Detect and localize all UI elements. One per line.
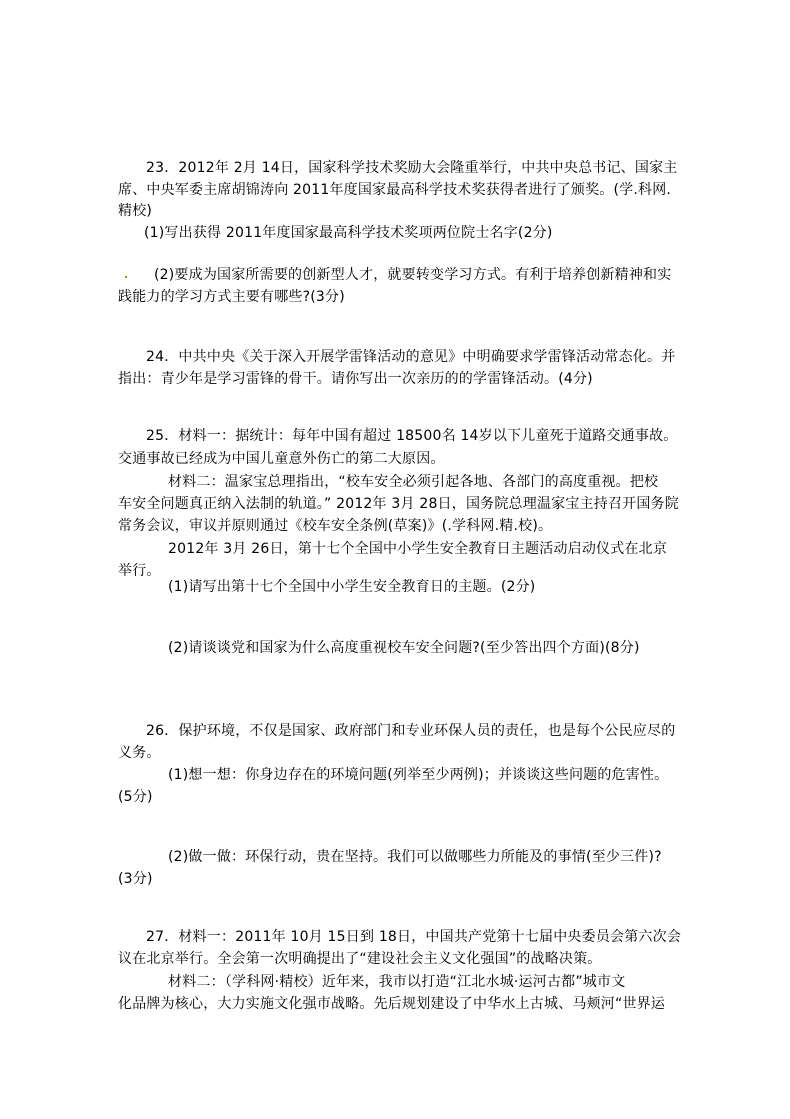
q27-material-1: 27．材料一：2011年 10月 15日到 18日，中国共产党第十七届中央委员会第六次会: [146, 929, 682, 945]
q25-material-3: 2012年 3月 26日，第十七个全国中小学生安全教育日主题活动启动仪式在北京: [168, 541, 668, 557]
q25-material-1: 25．材料一：据统计：每年中国有超过 18500名 14岁以下儿童死于道路交通事故。: [146, 428, 678, 444]
q23-sub2: (2)要成为国家所需要的创新型人才，就要转变学习方式。有利于培养创新精神和实: [154, 267, 672, 283]
q26-line: 26．保护环境，不仅是国家、政府部门和专业环保人员的责任，也是每个公民应尽的: [146, 723, 676, 739]
q23-line: 23．2012年 2月 14日，国家科学技术奖励大会隆重举行，中共中央总书记、国家主: [146, 160, 678, 176]
q23-line: 精校): [118, 203, 153, 219]
q23-sub1: (1)写出获得 2011年度国家最高科学技术奖项两位院士名字(2分): [144, 225, 553, 241]
q26-line: 义务。: [118, 745, 161, 761]
q27-material-1: 议在北京举行。全会第一次明确提出了“建设社会主义文化强国”的战略决策。: [118, 951, 602, 967]
q24-line: 指出：青少年是学习雷锋的骨干。请你写出一次亲历的的学雷锋活动。(4分): [118, 371, 593, 387]
q25-material-1: 交通事故已经成为中国儿童意外伤亡的第二大原因。: [118, 451, 445, 467]
q24-line: 24．中共中央《关于深入开展学雷锋活动的意见》中明确要求学雷锋活动常态化。并: [146, 349, 676, 365]
q25-material-2: 常务会议，审议并原则通过《校车安全条例(草案)》(.学科网.精.校)。: [118, 518, 553, 534]
q27-material-2: 化品牌为核心，大力实施文化强市战略。先后规划建设了中华水上古城、马颊河“世界运: [118, 996, 666, 1012]
q25-material-2: 车安全问题真正纳入法制的轨道。” 2012年 3月 28日，国务院总理温家宝主持召开国务院: [118, 496, 679, 512]
q26-sub2: (2)做一做：环保行动，贵在坚持。我们可以做哪些力所能及的事情(至少三件)?: [168, 849, 662, 865]
q23-sub2: 践能力的学习方式主要有哪些?(3分): [118, 289, 345, 305]
q27-material-2: 材料二：（学科网·精校）近年来，我市以打造“江北水城·运河古都”城市文: [168, 974, 626, 990]
q23-line: 席、中央军委主席胡锦涛向 2011年度国家最高科学技术奖获得者进行了颁奖。(学.科网.: [118, 182, 672, 198]
q25-sub1: (1)请写出第十七个全国中小学生安全教育日的主题。(2分): [168, 579, 536, 595]
q25-material-2: 材料二：温家宝总理指出，“校车安全必须引起各地、各部门的高度重视。把校: [168, 474, 659, 490]
stray-dot: [125, 276, 127, 278]
q25-sub2: (2)请谈谈党和国家为什么高度重视校车安全问题?(至少答出四个方面)(8分): [168, 640, 640, 656]
q26-sub2: (3分): [118, 871, 153, 887]
q25-material-3: 举行。: [118, 563, 161, 579]
q26-sub1: (5分): [118, 789, 153, 805]
q26-sub1: (1)想一想：你身边存在的环境问题(列举至少两例)；并谈谈这些问题的危害性。: [168, 767, 669, 783]
